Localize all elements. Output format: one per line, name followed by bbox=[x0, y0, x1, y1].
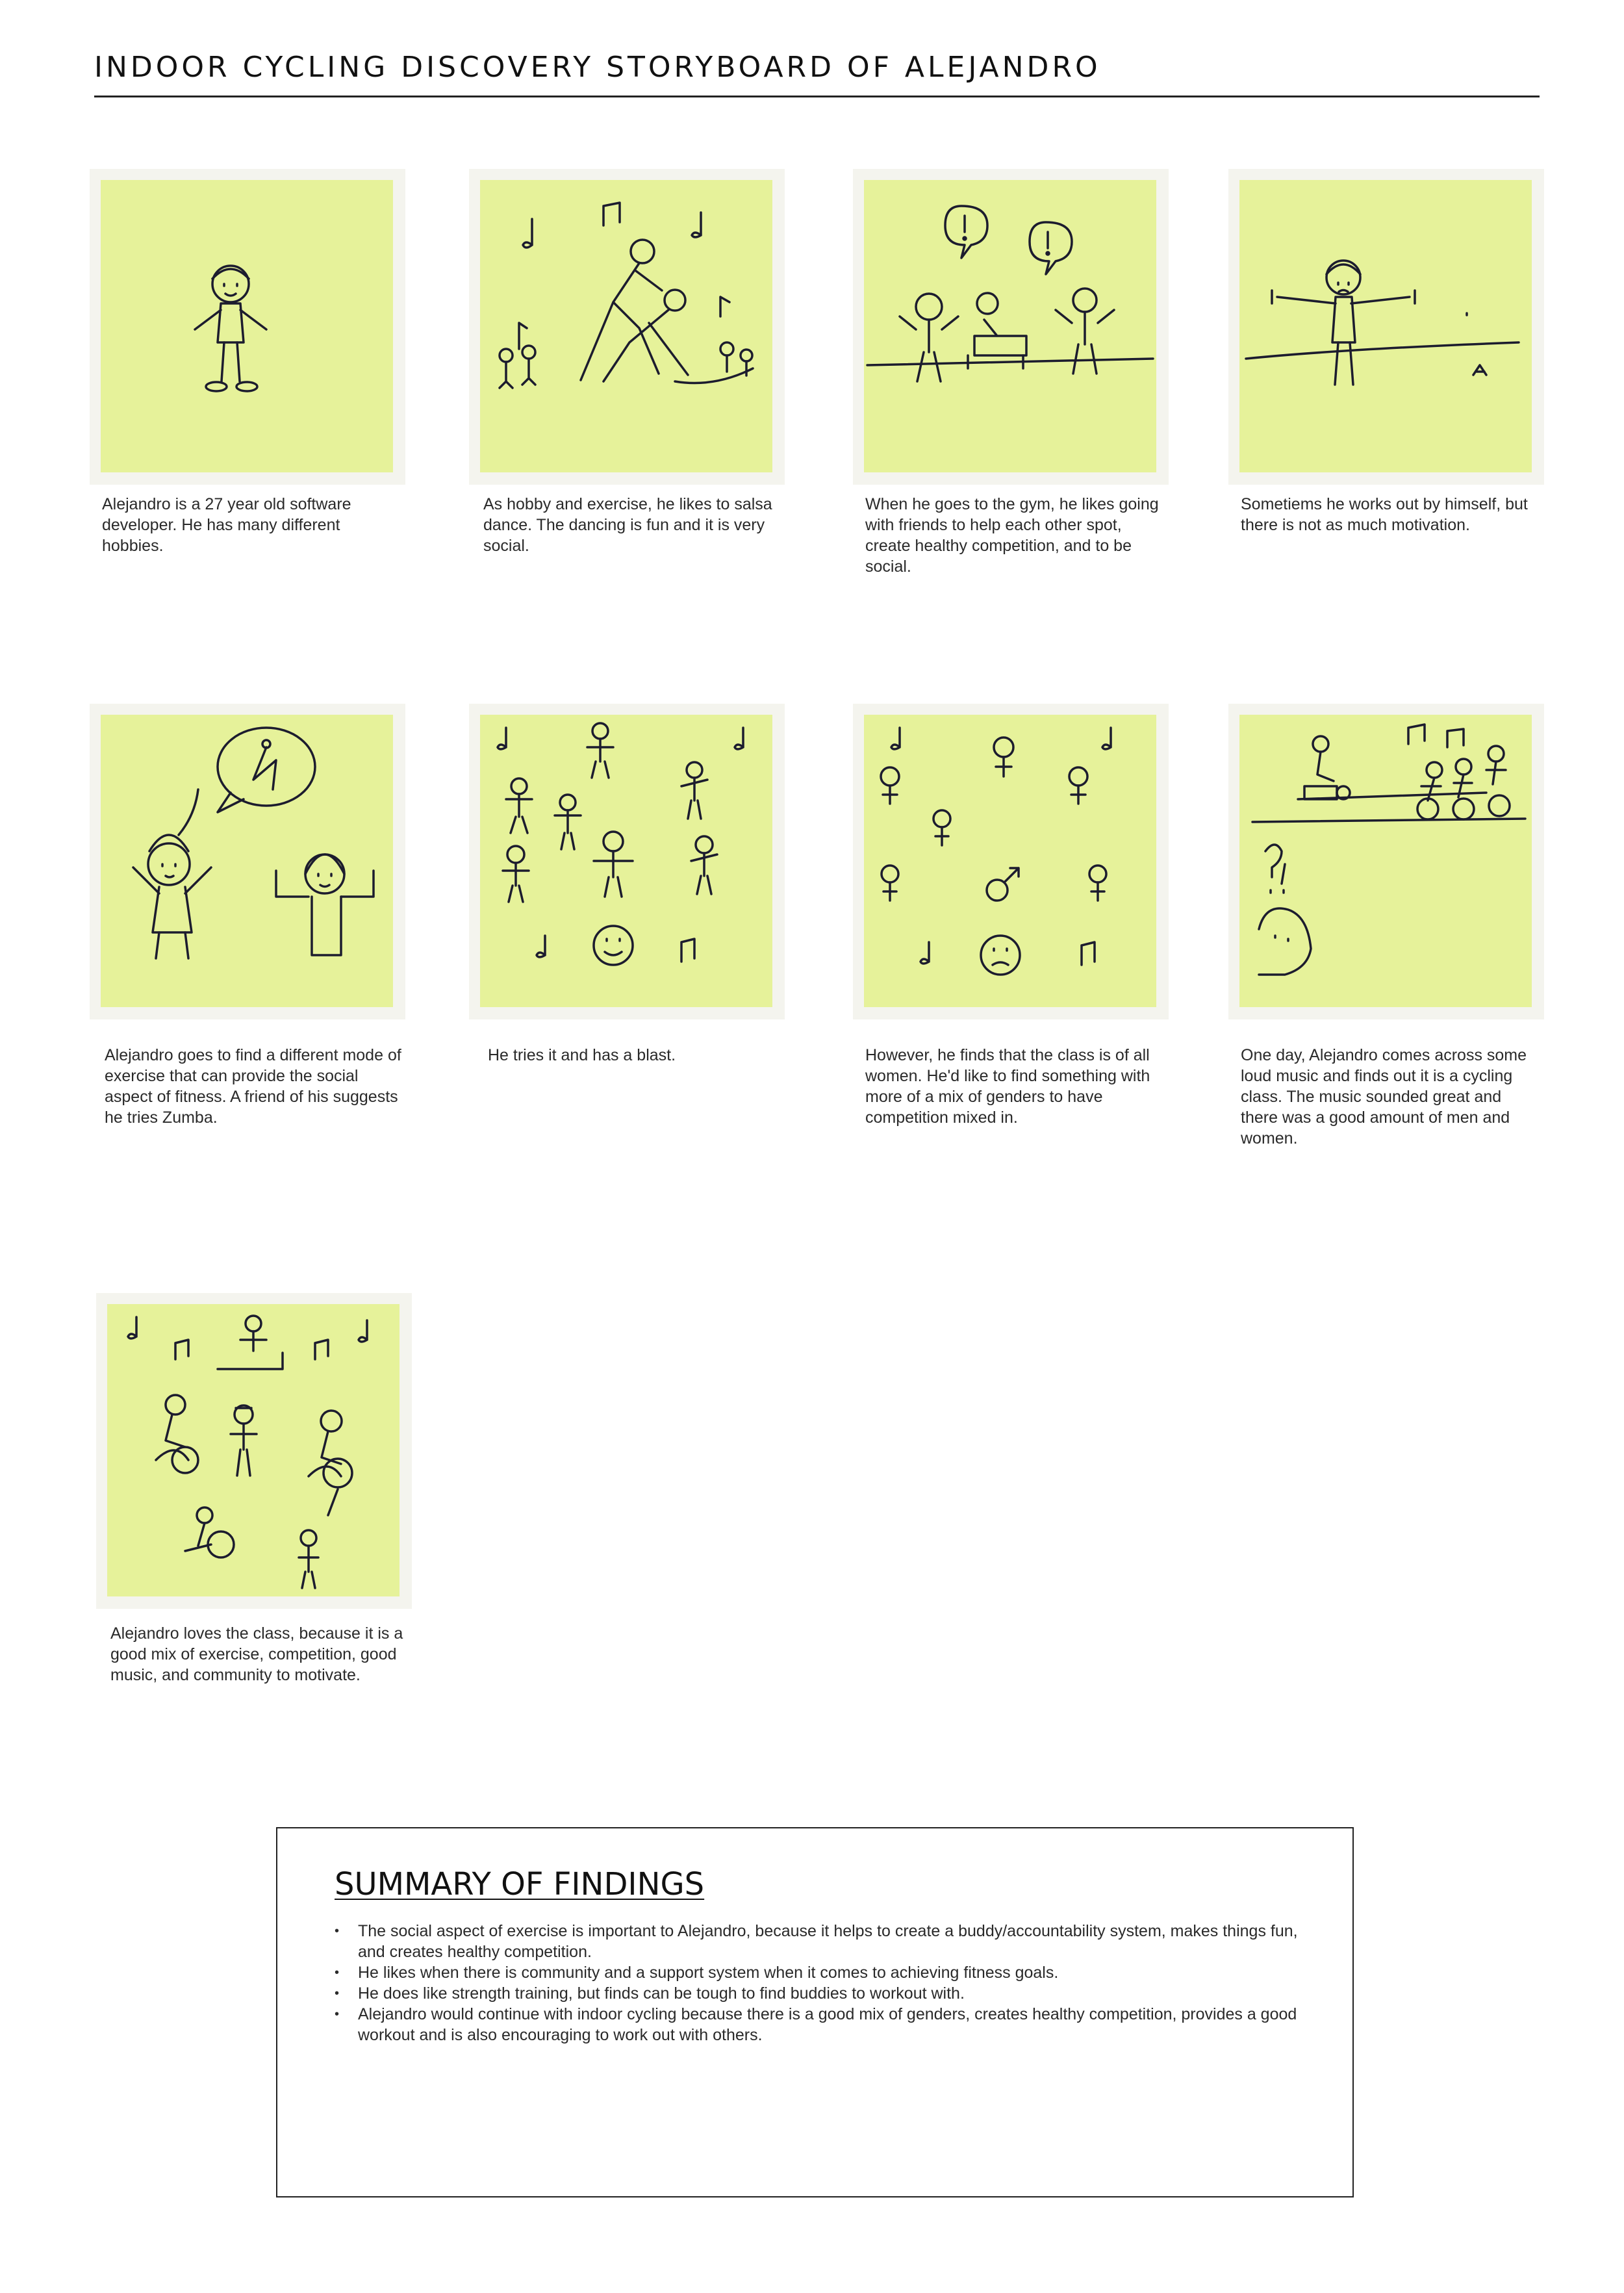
sticky-note-sketch bbox=[101, 715, 393, 1007]
sketch-salsa-dancers bbox=[480, 180, 772, 472]
storyboard-panel-6 bbox=[469, 704, 785, 1019]
panel-7-caption: However, he finds that the class is of all women. He'd like to find something with more of a mix of genders to have competition mixed in. bbox=[865, 1046, 1150, 1127]
summary-list bbox=[335, 1921, 1309, 2045]
panel-2-caption: As hobby and exercise, he likes to salsa dance. The dancing is fun and it is very social. bbox=[483, 495, 772, 555]
summary-item: • He likes when there is community and a support system when it comes to achieving fitness goals. bbox=[335, 1962, 1309, 1983]
storyboard-panel-5 bbox=[90, 704, 405, 1019]
sketch-standing-figure bbox=[101, 180, 393, 472]
storyboard-panel-3 bbox=[853, 169, 1169, 485]
sticky-note-sketch bbox=[480, 715, 772, 1007]
sticky-note-sketch bbox=[480, 180, 772, 472]
panel-8-caption: One day, Alejandro comes across some loud music and finds out it is a cycling class. The music sounded great and there was a good amount of men and women. bbox=[1241, 1046, 1527, 1147]
sketch-discovering-cycling-class bbox=[1239, 715, 1532, 1007]
title-divider bbox=[94, 96, 1540, 97]
sketch-gym-with-friends bbox=[864, 180, 1156, 472]
panel-9-caption: Alejandro loves the class, because it is a good mix of exercise, competition, good music, and community to motivate. bbox=[110, 1624, 403, 1684]
sketch-working-out-alone bbox=[1239, 180, 1532, 472]
storyboard-panel-7 bbox=[853, 704, 1169, 1019]
sketch-friend-suggests-zumba bbox=[101, 715, 393, 1007]
panel-5-caption: Alejandro goes to find a different mode of exercise that can provide the social aspect of fitness. A friend of his suggests he tries Zumba. bbox=[105, 1046, 401, 1127]
summary-item: • He does like strength training, but finds can be tough to find buddies to workout with. bbox=[335, 1983, 1309, 2004]
sketch-enjoying-cycling-class bbox=[107, 1304, 400, 1596]
storyboard-panel-4 bbox=[1228, 169, 1544, 485]
storyboard-panel-2 bbox=[469, 169, 785, 485]
summary-title: SUMMARY OF FINDINGS bbox=[335, 1866, 705, 1902]
storyboard-panel-8 bbox=[1228, 704, 1544, 1019]
summary-box bbox=[276, 1827, 1354, 2197]
panel-6-caption: He tries it and has a blast. bbox=[488, 1046, 676, 1064]
sticky-note-sketch bbox=[864, 715, 1156, 1007]
panel-3-caption: When he goes to the gym, he likes going with friends to help each other spot, create healthy competition, and to be social. bbox=[865, 495, 1159, 576]
panel-4-caption: Sometiems he works out by himself, but there is not as much motivation. bbox=[1241, 495, 1528, 534]
summary-item: • Alejandro would continue with indoor cycling because there is a good mix of genders, creates healthy competition, provides a good workout and is also encouraging to work out with others. bbox=[335, 2004, 1309, 2045]
sticky-note-sketch bbox=[101, 180, 393, 472]
storyboard-panel-1 bbox=[90, 169, 405, 485]
page-title: INDOOR CYCLING DISCOVERY STORYBOARD OF ALEJANDRO bbox=[94, 51, 1101, 84]
sketch-zumba-class bbox=[480, 715, 772, 1007]
sticky-note-sketch bbox=[1239, 715, 1532, 1007]
storyboard-panel-9 bbox=[96, 1293, 412, 1609]
sticky-note-sketch bbox=[107, 1304, 400, 1596]
panel-1-caption: Alejandro is a 27 year old software developer. He has many different hobbies. bbox=[102, 495, 351, 555]
sticky-note-sketch bbox=[864, 180, 1156, 472]
sticky-note-sketch bbox=[1239, 180, 1532, 472]
sketch-all-women-class bbox=[864, 715, 1156, 1007]
summary-item: • The social aspect of exercise is important to Alejandro, because it helps to create a buddy/accountability system, makes things fun, and creates healthy competition. bbox=[335, 1921, 1309, 1962]
